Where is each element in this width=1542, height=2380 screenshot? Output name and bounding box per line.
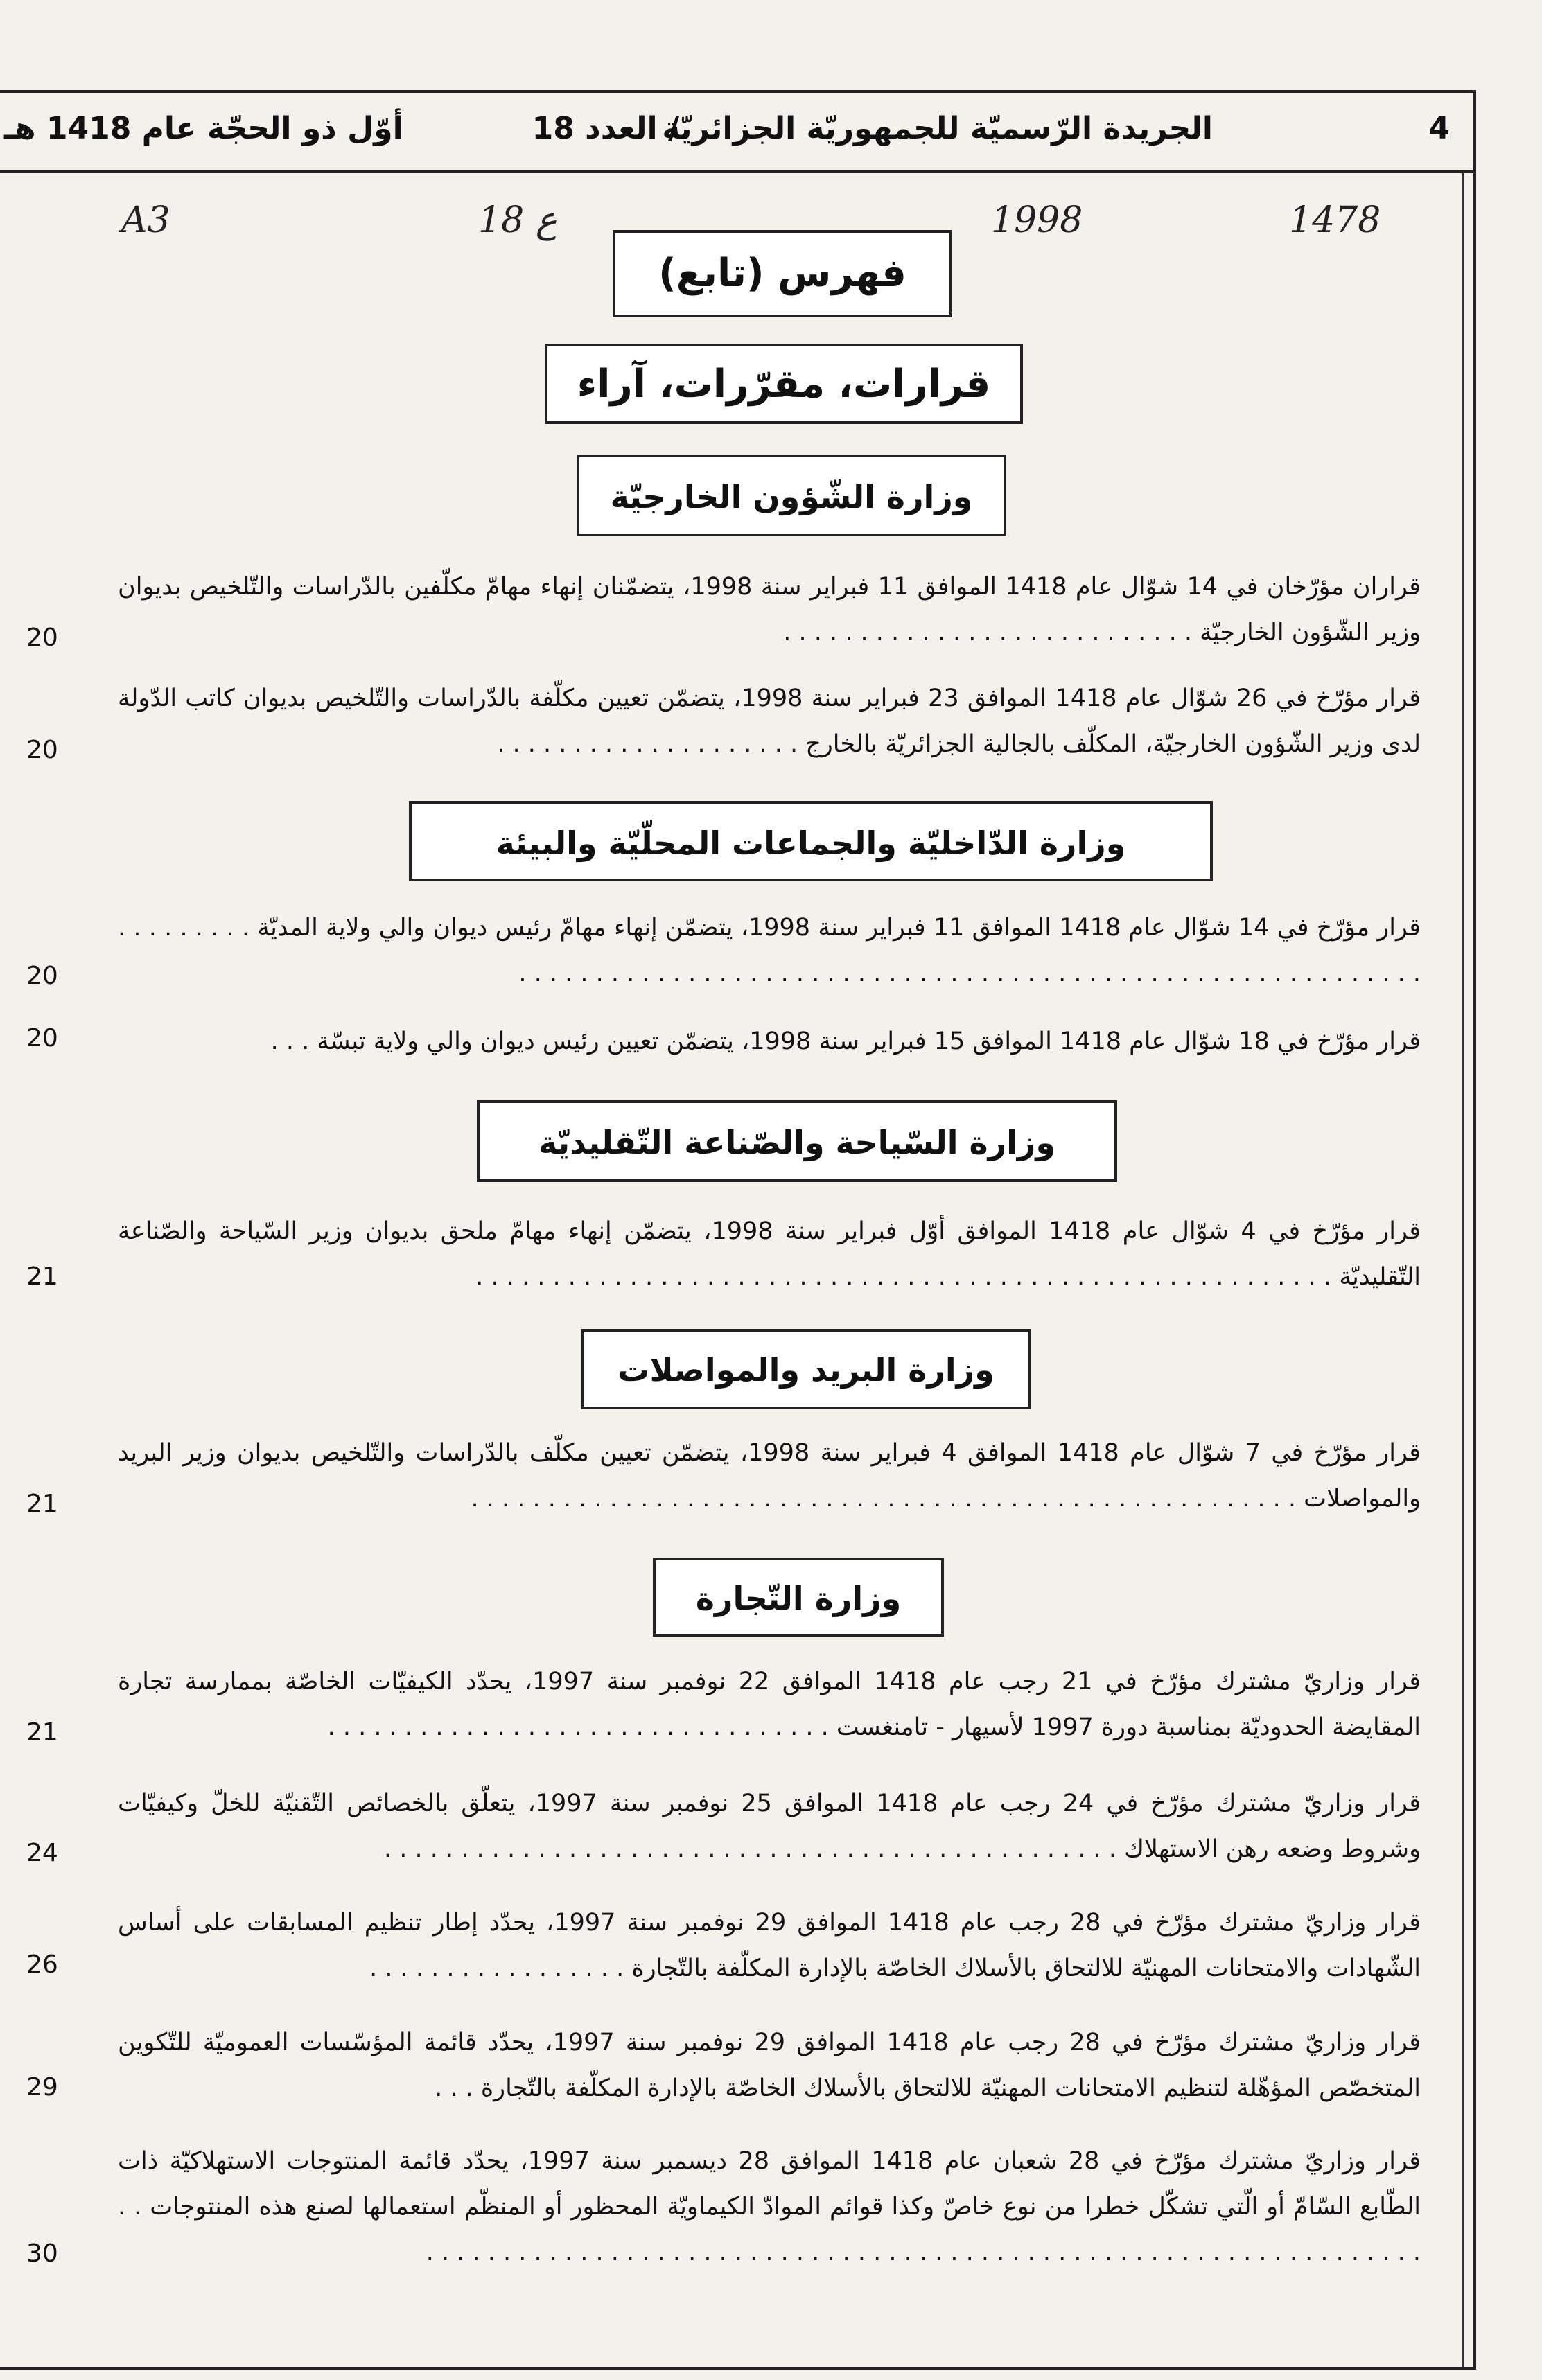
issue-date: أوّل ذو الحجّة عام 1418 هـ — [4, 111, 403, 146]
page-ref: 20 — [26, 1024, 58, 1052]
index-entry: قرار وزاريّ مشترك مؤرّخ في 21 رجب عام 1418 الموافق 22 نوفمبر سنة 1997، يحدّد الكيفيّات الخاصّة بممارسة تجارة المقايضة الحدوديّة بمناسبة دورة 1997 لأسيهار - تامنغست . . . . . . . . . . . . . . . . . . . . . . . . . . . . . . . . . — [118, 1668, 1421, 1741]
issue-number: / العدد 18 — [532, 111, 679, 146]
index-entry: قرار مؤرّخ في 7 شوّال عام 1418 الموافق 4 فبراير سنة 1998، يتضمّن تعيين مكلّف بالدّراسات والتّلخيص بديوان وزير البريد والمواصلات . . . . . . . . . . . . . . . . . . . . . . . . . . . . . . . . . . . . . . . . . . . . . . . . . . . . . . — [118, 1439, 1421, 1513]
index-entry: قراران مؤرّخان في 14 شوّال عام 1418 الموافق 11 فبراير سنة 1998، يتضمّنان إنهاء مهامّ مكلّفين بالدّراسات والتّلخيص بديوان وزير الشّؤون الخارجيّة . . . . . . . . . . . . . . . . . . . . . . . . . . . — [118, 573, 1421, 646]
page-ref: 21 — [26, 1490, 58, 1518]
ministry-heading: وزارة الدّاخليّة والجماعات المحلّيّة والبيئة — [409, 801, 1213, 881]
page-ref: 30 — [26, 2239, 58, 2268]
index-entry: قرار وزاريّ مشترك مؤرّخ في 28 رجب عام 1418 الموافق 29 نوفمبر سنة 1997، يحدّد إطار تنظيم المسابقات على أساس الشّهادات والامتحانات المهنيّة للالتحاق بالأسلاك الخاصّة بالإدارة المكلّفة بالتّجارة . . . . . . . . . . . . . . . . . — [118, 1909, 1421, 1982]
page-header — [0, 90, 1476, 173]
page-ref: 21 — [26, 1718, 58, 1747]
page-ref: 21 — [26, 1262, 58, 1291]
section-title: قرارات، مقرّرات، آراء — [545, 344, 1023, 424]
page-number: 4 — [1428, 111, 1450, 146]
handwritten-note: 1478 — [1289, 200, 1381, 241]
handwritten-note: 1998 — [991, 200, 1083, 241]
index-entry: قرار مؤرّخ في 14 شوّال عام 1418 الموافق 11 فبراير سنة 1998، يتضمّن إنهاء مهامّ رئيس ديوان والي ولاية المديّة . . . . . . . . . . . . . . . . . . . . . . . . . . . . . . . . . . . . . . . . . . . . . . . . . . . . . . . . . . . . . . . . . . . . — [118, 914, 1421, 987]
page-ref: 24 — [26, 1839, 58, 1867]
handwritten-note: A3 — [121, 200, 170, 241]
ministry-heading: وزارة البريد والمواصلات — [581, 1329, 1031, 1409]
index-entry: قرار وزاريّ مشترك مؤرّخ في 28 رجب عام 1418 الموافق 29 نوفمبر سنة 1997، يحدّد قائمة المؤسّسات العموميّة للتّكوين المتخصّص المؤهّلة لتنظيم الامتحانات المهنيّة للالتحاق بالأسلاك الخاصّة بالإدارة المكلّفة بالتّجارة . . . — [118, 2029, 1421, 2102]
page-ref: 20 — [26, 962, 58, 990]
ministry-heading: وزارة الشّؤون الخارجيّة — [577, 455, 1006, 536]
index-entry: قرار مؤرّخ في 26 شوّال عام 1418 الموافق 23 فبراير سنة 1998، يتضمّن تعيين مكلّفة بالدّراسات والتّلخيص بديوان كاتب الدّولة لدى وزير الشّؤون الخارجيّة، المكلّف بالجالية الجزائريّة بالخارج . . . . . . . . . . . . . . . . . . . . — [118, 685, 1421, 758]
page-ref: 20 — [26, 736, 58, 764]
index-entry: قرار وزاريّ مشترك مؤرّخ في 24 رجب عام 1418 الموافق 25 نوفمبر سنة 1997، يتعلّق بالخصائص التّقنيّة للخلّ وكيفيّات وشروط وضعه رهن الاستهلاك . . . . . . . . . . . . . . . . . . . . . . . . . . . . . . . . . . . . . . . . . . . . . . . . — [118, 1790, 1421, 1863]
index-entry: قرار وزاريّ مشترك مؤرّخ في 28 شعبان عام 1418 الموافق 28 ديسمبر سنة 1997، يحدّد قائمة المنتوجات الاستهلاكيّة ذات الطّابع السّامّ أو الّتي تشكّل خطرا من نوع خاصّ وكذا قوائم الموادّ الكيماويّة المحظور أو المنظّم استعمالها لصنع هذه المنتوجات . . . . . . . . . . . . . . . . . . . . . . . . . . . . . . . . . . . . . . . . . . . . . . . . . . . . . . . . . . . . . . . . . . . — [118, 2147, 1421, 2266]
index-entry: قرار مؤرّخ في 4 شوّال عام 1418 الموافق أوّل فبراير سنة 1998، يتضمّن إنهاء مهامّ ملحق بديوان وزير السّياحة والصّناعة التّقليديّة . . . . . . . . . . . . . . . . . . . . . . . . . . . . . . . . . . . . . . . . . . . . . . . . . . . . . . . . — [118, 1217, 1421, 1291]
handwritten-note: 18 ع — [478, 200, 557, 241]
page-ref: 26 — [26, 1950, 58, 1979]
publication-title: الجريدة الرّسميّة للجمهوريّة الجزائريّة — [662, 111, 1213, 146]
ministry-heading: وزارة التّجارة — [653, 1558, 944, 1637]
index-title: فهرس (تابع) — [613, 230, 952, 317]
ministry-heading: وزارة السّياحة والصّناعة التّقليديّة — [477, 1100, 1117, 1182]
page-ref: 20 — [26, 624, 58, 652]
page-ref: 29 — [26, 2073, 58, 2101]
index-entry: قرار مؤرّخ في 18 شوّال عام 1418 الموافق 15 فبراير سنة 1998، يتضمّن تعيين رئيس ديوان والي ولاية تبسّة . . . — [270, 1028, 1421, 1055]
